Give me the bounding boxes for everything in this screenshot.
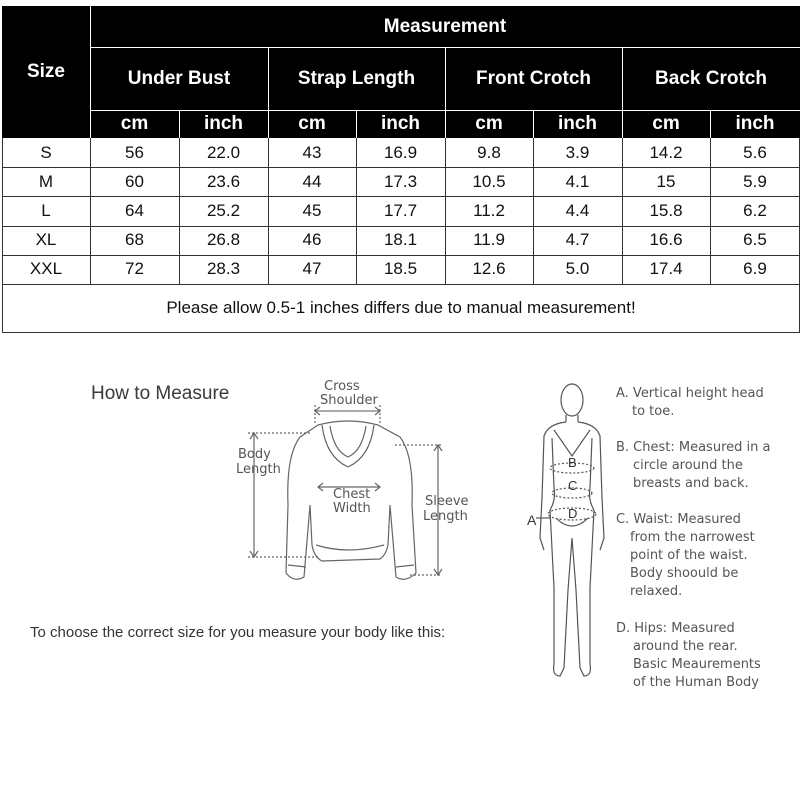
legend-c-line4: Body shoould be [630,566,739,581]
table-cell: 11.9 [473,230,505,250]
sleeve-length-label-line1: Sleeve [425,494,469,509]
table-divider [268,47,269,138]
chest-width-label-line2: Width [333,501,371,516]
table-cell: 44 [302,171,322,191]
table-cell: 22.0 [206,142,241,162]
body-diagram [520,378,620,688]
size-chart-table [2,6,800,333]
table-cell: 9.8 [477,142,501,162]
unit-header: cm [268,110,356,138]
table-cell: 60 [125,171,144,191]
legend-a-line2: to toe. [632,404,675,419]
cross-shoulder-label-line2: Shoulder [320,393,378,408]
unit-header: inch [710,110,800,138]
table-cell: 15 [656,171,676,191]
sweater-diagram [230,395,460,595]
table-row-size: M [38,171,54,191]
table-cell: 64 [125,200,144,220]
table-cell: 28.3 [206,259,241,279]
body-length-label-line1: Body [238,447,271,462]
table-divider [445,47,446,138]
instruction-text: To choose the correct size for you measure your body like this: [30,624,446,641]
table-cell: 5.0 [565,259,590,279]
table-cell: 14.2 [649,142,683,162]
table-cell: 6.5 [743,230,767,250]
cross-shoulder-label-line1: Cross [324,379,360,394]
table-cell: 56 [125,142,144,162]
table-cell: 4.1 [565,171,590,191]
table-cell: 17.4 [649,259,683,279]
table-cell: 16.6 [649,230,683,250]
table-divider [179,110,180,138]
table-row-size: XXL [29,259,63,279]
unit-header: inch [533,110,622,138]
table-cell: 17.7 [383,200,418,220]
table-cell: 46 [302,230,322,250]
table-cell: 11.2 [473,200,505,220]
table-cell: 3.9 [565,142,590,162]
table-cell: 6.2 [743,200,767,220]
table-divider [356,138,357,284]
unit-header: cm [622,110,710,138]
table-cell: 5.6 [743,142,767,162]
chest-width-label-line1: Chest [333,487,371,502]
table-divider [445,138,446,284]
legend-b-line2: circle around the [633,458,743,473]
unit-header: inch [179,110,268,138]
table-divider [90,6,91,138]
unit-header: inch [356,110,445,138]
table-row-size: S [40,142,52,162]
legend-c-line1: C. Waist: Measured [616,512,741,527]
group-header: Strap Length [268,47,445,110]
unit-header: cm [445,110,533,138]
table-cell: 45 [302,200,322,220]
body-letter-c: C [568,478,578,493]
table-divider [622,138,623,284]
table-cell: 68 [125,230,144,250]
legend-d-line3: Basic Meaurements [633,657,761,672]
table-cell: 23.6 [206,171,241,191]
table-divider [268,138,269,284]
table-cell: 16.9 [383,142,418,162]
table-cell: 15.8 [649,200,683,220]
table-divider [179,138,180,284]
table-cell: 4.4 [565,200,590,220]
table-divider [622,47,623,138]
measurement-note: Please allow 0.5-1 inches differs due to manual measurement! [166,298,636,317]
group-header: Back Crotch [622,47,800,110]
legend-c-line5: relaxed. [630,584,683,599]
table-cell: 25.2 [206,200,241,220]
table-row-size: XL [35,230,57,250]
sleeve-length-label-line2: Length [423,509,468,524]
table-divider [2,332,800,333]
unit-header: cm [90,110,179,138]
group-header: Front Crotch [445,47,622,110]
table-cell: 6.9 [743,259,767,279]
legend-b-line1: B. Chest: Measured in a [616,440,771,455]
table-divider [90,138,91,284]
table-row-size: L [41,200,51,220]
size-column-header: Size [2,6,90,138]
table-cell: 47 [302,259,322,279]
table-cell: 4.7 [565,230,590,250]
table-cell: 26.8 [206,230,241,250]
table-cell: 12.6 [472,259,506,279]
table-cell: 18.1 [383,230,418,250]
body-letter-a: A [527,512,537,528]
table-cell: 10.5 [472,171,506,191]
how-to-measure-title: How to Measure [91,383,230,404]
legend-d-line2: around the rear. [633,639,738,654]
group-header: Under Bust [90,47,268,110]
table-divider [356,110,357,138]
table-divider [533,138,534,284]
body-letter-d: D [568,506,578,521]
legend-d-line4: of the Human Body [633,675,759,690]
legend-a-line1: A. Vertical height head [616,386,764,401]
legend-c-line3: point of the waist. [630,548,748,563]
body-letter-b: B [568,455,577,470]
legend-b-line3: breasts and back. [633,476,749,491]
table-cell: 43 [302,142,322,162]
measurement-header: Measurement [90,6,800,47]
legend-d-line1: D. Hips: Measured [616,621,735,636]
table-cell: 17.3 [383,171,418,191]
legend-c-line2: from the narrowest [630,530,755,545]
body-length-label-line2: Length [236,462,281,477]
table-divider [533,110,534,138]
table-divider [710,138,711,284]
table-cell: 18.5 [383,259,418,279]
table-divider [710,110,711,138]
table-cell: 72 [125,259,144,279]
table-cell: 5.9 [743,171,767,191]
